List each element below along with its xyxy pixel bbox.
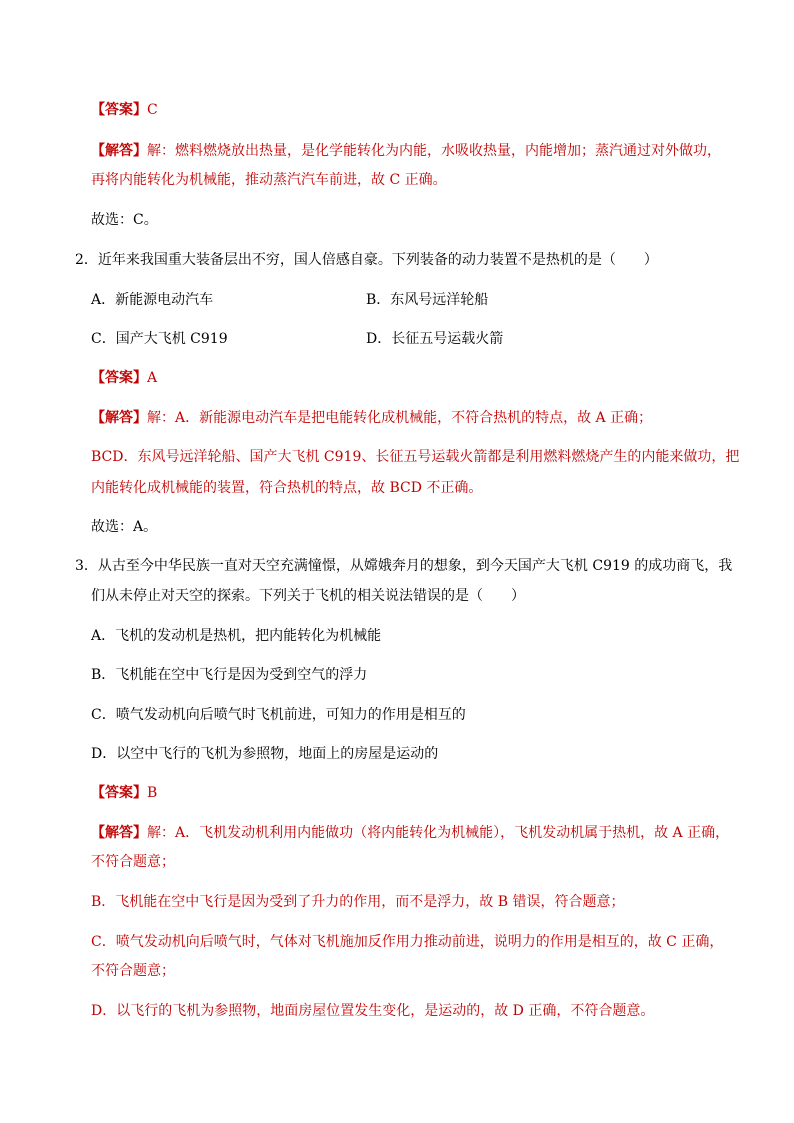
q2-option-c: C．国产大飞机 C919 [91,331,228,347]
q3-analysis-line-1 [91,823,729,843]
analysis-tag: 【解答】 [91,825,147,841]
q2-analysis-line-2: BCD．东风号远洋轮船、国产大飞机 C919、长征五号运载火箭都是利用燃料燃烧产生的内能来做功，把 [91,449,740,465]
q2-stem: 2．近年来我国重大装备层出不穷，国人倍感自豪。下列装备的动力装置不是热机的是（ ） [75,252,658,268]
q2-analysis-line-1 [91,408,652,428]
q3-analysis-line-5: 不符合题意； [91,963,175,979]
q1-analysis-line-2: 再将内能转化为机械能，推动蒸汽汽车前进，故 C 正确。 [91,172,447,188]
answer-tag: 【答案】 [91,370,147,386]
q3-stem-line-1: 3．从古至今中华民族一直对天空充满憧憬，从嫦娥奔月的想象，到今天国产大飞机 C919 的成功商飞，我 [75,558,733,574]
q1-conclusion: 故选：C。 [91,212,158,228]
q3-option-c: C．喷气发动机向后喷气时飞机前进，可知力的作用是相互的 [91,707,466,723]
answer-value: A [147,370,158,386]
q2-option-d: D．长征五号运载火箭 [366,331,504,347]
q3-answer [91,783,157,803]
q1-analysis-line-1 [91,141,721,161]
q2-analysis-line-3: 内能转化成机械能的装置，符合热机的特点，故 BCD 不正确。 [91,480,483,496]
q1-answer [91,100,158,120]
q3-analysis-line-6: D．以飞行的飞机为参照物，地面房屋位置发生变化，是运动的，故 D 正确，不符合题意。 [91,1003,655,1019]
q3-analysis-line-4: C．喷气发动机向后喷气时，气体对飞机施加反作用力推动前进，说明力的作用是相互的，故 C 正确， [91,934,724,950]
q3-option-a: A．飞机的发动机是热机，把内能转化为机械能 [91,628,382,644]
q2-option-a: A．新能源电动汽车 [91,292,214,308]
q3-analysis-line-2: 不符合题意； [91,854,175,870]
q2-conclusion: 故选：A。 [91,519,158,535]
answer-value: B [147,785,158,801]
answer-value: C [147,102,158,118]
analysis-text: 解：燃料燃烧放出热量，是化学能转化为内能，水吸收热量，内能增加；蒸汽通过对外做功， [147,143,721,159]
answer-tag: 【答案】 [91,102,147,118]
analysis-text: 解：A．飞机发动机利用内能做功（将内能转化为机械能），飞机发动机属于热机，故 A 正确， [147,825,730,841]
q2-option-b: B．东风号远洋轮船 [366,292,489,308]
q2-answer [91,368,157,388]
analysis-text: 解：A．新能源电动汽车是把电能转化成机械能，不符合热机的特点，故 A 正确； [147,410,653,426]
analysis-tag: 【解答】 [91,410,147,426]
analysis-tag: 【解答】 [91,143,147,159]
answer-tag: 【答案】 [91,785,147,801]
q3-analysis-line-3: B．飞机能在空中飞行是因为受到了升力的作用，而不是浮力，故 B 错误，符合题意； [91,894,625,910]
q3-stem-line-2: 们从未停止对天空的探索。下列关于飞机的相关说法错误的是（ ） [91,588,525,604]
q3-option-b: B．飞机能在空中飞行是因为受到空气的浮力 [91,667,368,683]
q3-option-d: D．以空中飞行的飞机为参照物，地面上的房屋是运动的 [91,746,439,762]
